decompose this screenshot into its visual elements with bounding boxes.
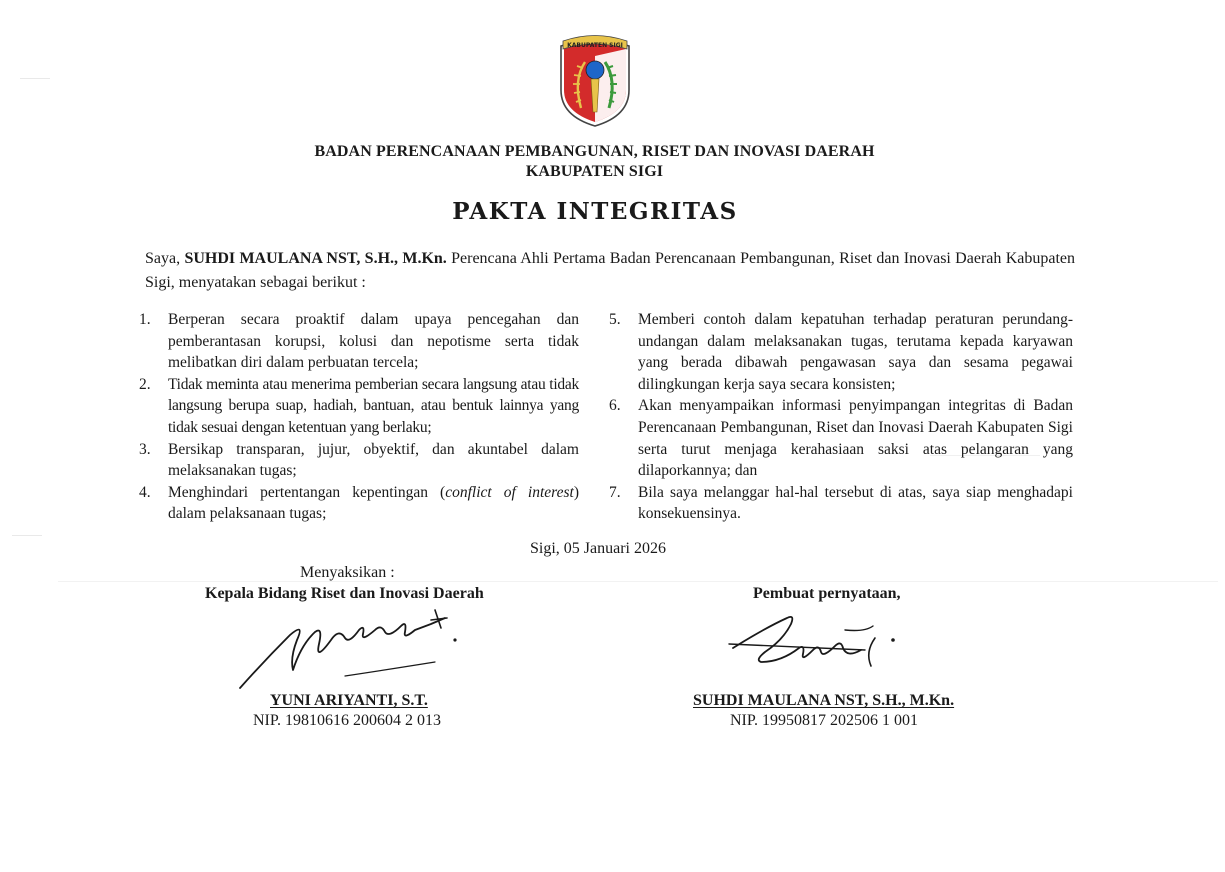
- list-text-part: Menghindari pertentangan kepentingan (: [168, 483, 446, 501]
- list-item: [137, 309, 579, 374]
- list-item: [607, 309, 1073, 395]
- place-date: Sigi, 05 Januari 2026: [530, 540, 666, 557]
- witness-name: YUNI ARIYANTI, S.T.: [270, 692, 428, 709]
- list-text-italic: conflict of interest: [445, 483, 574, 501]
- list-number: 2.: [139, 375, 151, 393]
- list-number: 4.: [139, 483, 151, 501]
- list-item: [137, 374, 579, 439]
- witness-nip: NIP. 19810616 200604 2 013: [253, 712, 442, 729]
- declarant-role: Pembuat pernyataan,: [753, 585, 901, 602]
- witness-role: Kepala Bidang Riset dan Inovasi Daerah: [205, 585, 484, 602]
- list-text: Bila saya melanggar hal-hal tersebut di atas, saya siap menghadapi konsekuensinya.: [638, 483, 1073, 523]
- witness-signature: [235, 600, 465, 695]
- scan-artifact: [12, 535, 42, 536]
- list-item: [137, 439, 579, 482]
- declarant-nip: NIP. 19950817 202506 1 001: [730, 712, 919, 729]
- list-number: 5.: [609, 311, 621, 328]
- list-item: [607, 395, 1073, 481]
- declarant-signature: [725, 600, 905, 690]
- list-text: Memberi contoh dalam kepatuhan terhadap peraturan perundang-undangan dalam melaksanakan tugas, terutama kepada karyawan yang berada dibawah pengawasan saya dan sesama pegawai dilingkungan kerja saya secara konsisten;: [638, 311, 1073, 393]
- region-name: KABUPATEN SIGI: [525, 163, 664, 180]
- declarant-name-inline: SUHDI MAULANA NST, S.H., M.Kn.: [184, 250, 447, 267]
- list-text: Berperan secara proaktif dalam upaya pencegahan dan pemberantasan korupsi, kolusi dan nepotisme serta tidak melibatkan diri dalam perbuatan tercela;: [168, 311, 579, 372]
- intro-paragraph: [145, 247, 1075, 295]
- list-item: [607, 482, 1073, 525]
- declarant-name: SUHDI MAULANA NST, S.H., M.Kn.: [693, 692, 955, 709]
- document-title: PAKTA INTEGRITAS: [452, 198, 738, 225]
- intro-prefix: Saya,: [145, 250, 185, 267]
- institution-name: BADAN PERENCANAAN PEMBANGUNAN, RISET DAN INOVASI DAERAH: [314, 143, 875, 160]
- list-number: 7.: [609, 483, 621, 501]
- list-text: Bersikap transparan, jujur, obyektif, dan akuntabel dalam melaksanakan tugas;: [168, 440, 579, 480]
- list-number: 3.: [139, 440, 151, 458]
- list-text: [168, 482, 579, 525]
- witness-label: Menyaksikan :: [300, 564, 395, 581]
- statement-list-right: [607, 309, 1073, 525]
- scan-artifact: [58, 581, 1218, 582]
- logo-text: KABUPATEN SIGI: [567, 42, 623, 49]
- list-text-part: ) dalam pelaksanaan tugas;: [168, 483, 579, 523]
- statement-list-left: [137, 309, 579, 525]
- list-number: 6.: [609, 397, 621, 415]
- list-text: Akan menyampaikan informasi penyimpangan integritas di Badan Perencanaan Pembangunan, Riset dan Inovasi Daerah Kabupaten Sigi serta turut menjaga kerahasiaan saksi atas pelangaran yang dilaporkannya; dan: [638, 397, 1073, 480]
- list-number: 1.: [139, 311, 151, 328]
- kabupaten-sigi-logo: [555, 32, 635, 128]
- intro-suffix: Perencana Ahli Pertama Badan Perencanaan Pembangunan, Riset dan Inovasi Daerah Kabupaten Sigi, menyatakan sebagai berikut :: [145, 250, 1075, 291]
- scan-artifact: [20, 78, 50, 79]
- list-item: [137, 482, 579, 525]
- list-text: Tidak meminta atau menerima pemberian secara langsung atau tidak langsung berupa suap, hadiah, bantuan, atau bentuk lainnya yang tidak sesuai dengan ketentuan yang berlaku;: [168, 375, 579, 436]
